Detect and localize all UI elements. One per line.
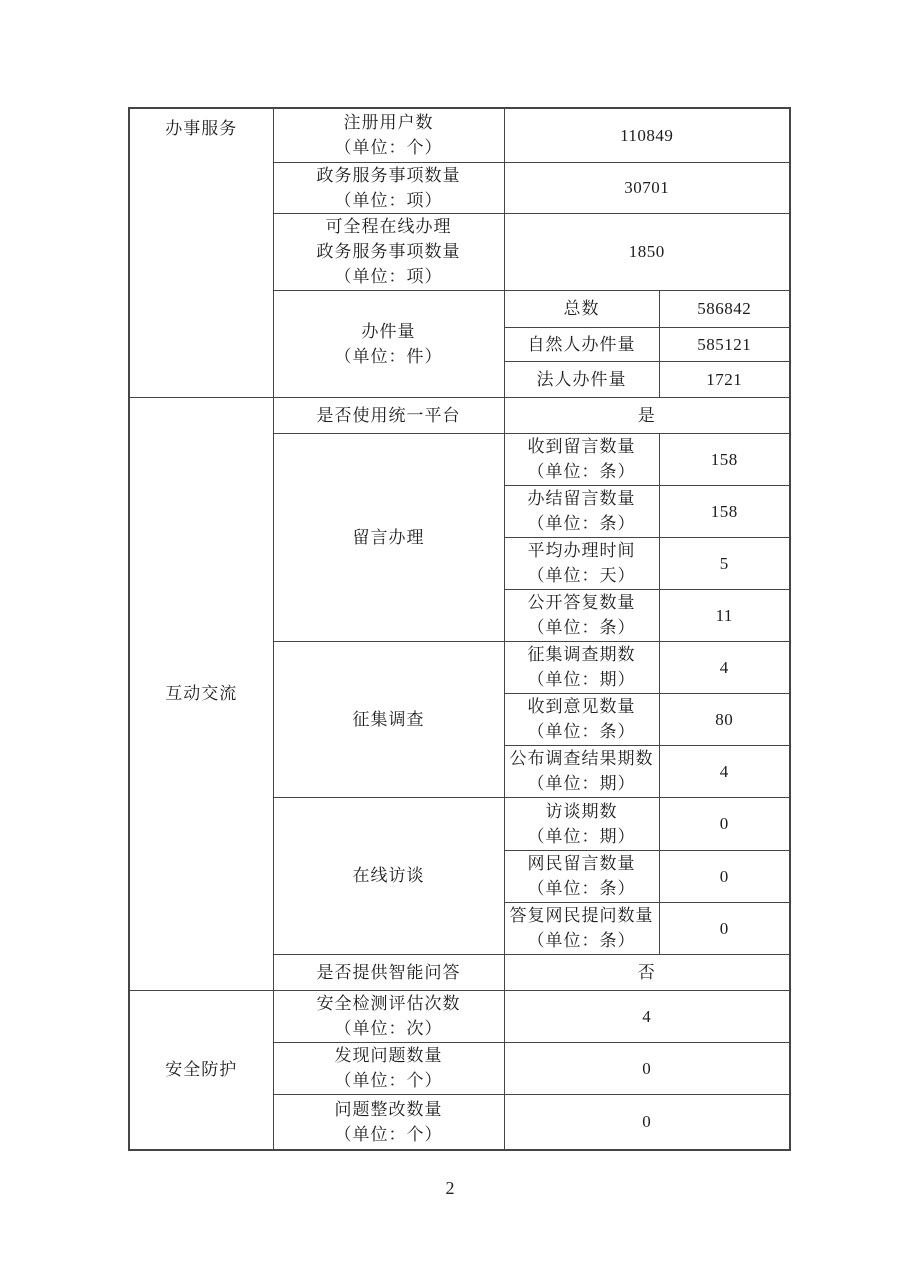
metric-unit: （单位：次）	[334, 1019, 443, 1038]
service-items-label-cell	[273, 162, 504, 213]
category-label-security: 安全防护	[165, 1060, 238, 1080]
messages-received-label-cell	[504, 433, 659, 485]
surveys-periods-label-cell	[504, 641, 659, 693]
metric-unit: （单位：天）	[527, 566, 636, 585]
messages-public-replies-label-cell	[504, 589, 659, 641]
metric-unit: （单位：个）	[334, 138, 443, 158]
surveys-opinions-value-cell: 80	[659, 693, 790, 745]
messages-received-value-cell: 158	[659, 433, 790, 485]
messages-public-replies-value-cell: 11	[659, 589, 790, 641]
online-items-label-cell	[273, 213, 504, 290]
metric-label: 政务服务事项数量	[316, 165, 461, 185]
category-label-interaction: 互动交流	[165, 684, 238, 703]
metric-unit: （单位：期）	[527, 826, 636, 846]
surveys-results-value-cell: 4	[659, 745, 790, 797]
metric-label: 收到留言数量	[527, 437, 636, 456]
interviews-replies-label-cell	[504, 902, 659, 954]
metric-label: 注册用户数	[343, 113, 434, 133]
metric-label: 访谈期数	[545, 801, 618, 821]
metric-unit: （单位：项）	[334, 267, 443, 286]
surveys-opinions-label-cell	[504, 693, 659, 745]
table-row	[129, 108, 790, 162]
interviews-group-label-cell: 在线访谈	[273, 797, 504, 954]
messages-group-label-cell: 留言办理	[273, 433, 504, 641]
problems-fixed-value-cell: 0	[504, 1094, 790, 1150]
category-cell-interaction	[129, 397, 273, 990]
messages-completed-label-cell	[504, 485, 659, 537]
surveys-results-label-cell	[504, 745, 659, 797]
surveys-group-label-cell: 征集调查	[273, 641, 504, 797]
metric-unit: （单位：期）	[527, 774, 636, 793]
government-report-table	[128, 107, 791, 1151]
unified-platform-value-cell: 是	[504, 397, 790, 433]
cases-legal-label-cell: 法人办件量	[504, 361, 659, 397]
metric-label: 办结留言数量	[527, 489, 636, 508]
metric-label: 安全检测评估次数	[316, 994, 461, 1013]
unified-platform-label-cell: 是否使用统一平台	[273, 397, 504, 433]
metric-unit: （单位：条）	[527, 514, 636, 533]
problems-fixed-label-cell	[273, 1094, 504, 1150]
metric-label: 收到意见数量	[527, 697, 636, 716]
assessments-value-cell: 4	[504, 990, 790, 1042]
problems-found-label-cell	[273, 1042, 504, 1094]
cases-natural-value-cell: 585121	[659, 327, 790, 361]
metric-unit: （单位：个）	[334, 1071, 443, 1090]
category-label-service: 办事服务	[165, 119, 238, 138]
metric-unit: （单位：条）	[527, 462, 636, 481]
metric-unit: （单位：条）	[527, 879, 636, 898]
messages-avg-time-value-cell: 5	[659, 537, 790, 589]
metric-label: 政务服务事项数量	[316, 242, 461, 261]
interviews-periods-value-cell: 0	[659, 797, 790, 850]
table-row	[129, 990, 790, 1042]
online-items-value-cell: 1850	[504, 213, 790, 290]
cases-label-cell	[273, 290, 504, 397]
metric-unit: （单位：条）	[527, 722, 636, 741]
metric-label: 办件量	[361, 321, 416, 341]
page-number: 2	[445, 1178, 455, 1198]
messages-avg-time-label-cell	[504, 537, 659, 589]
interviews-replies-value-cell: 0	[659, 902, 790, 954]
metric-unit: （单位：条）	[527, 931, 636, 950]
metric-label: 网民留言数量	[527, 854, 636, 873]
problems-found-value-cell: 0	[504, 1042, 790, 1094]
metric-unit: （单位：期）	[527, 670, 636, 689]
cases-natural-label-cell: 自然人办件量	[504, 327, 659, 361]
assessments-label-cell	[273, 990, 504, 1042]
registered-users-value-cell: 110849	[504, 108, 790, 162]
cases-legal-value-cell: 1721	[659, 361, 790, 397]
metric-label: 发现问题数量	[334, 1046, 443, 1065]
category-cell-service	[129, 108, 273, 397]
smart-qa-value-cell: 否	[504, 954, 790, 990]
metric-unit: （单位：个）	[334, 1124, 443, 1144]
metric-unit: （单位：项）	[334, 190, 443, 210]
messages-completed-value-cell: 158	[659, 485, 790, 537]
metric-label: 平均办理时间	[527, 541, 636, 560]
category-cell-security	[129, 990, 273, 1150]
interviews-periods-label-cell	[504, 797, 659, 850]
cases-total-label-cell: 总数	[504, 290, 659, 327]
metric-unit: （单位：条）	[527, 618, 636, 637]
metric-label: 公布调查结果期数	[509, 749, 654, 768]
interviews-messages-value-cell: 0	[659, 850, 790, 902]
interviews-messages-label-cell	[504, 850, 659, 902]
cases-total-value-cell: 586842	[659, 290, 790, 327]
metric-label: 可全程在线办理	[325, 217, 452, 236]
surveys-periods-value-cell: 4	[659, 641, 790, 693]
metric-label: 答复网民提问数量	[509, 906, 654, 925]
metric-label: 征集调查期数	[527, 645, 636, 664]
table-row	[129, 397, 790, 433]
service-items-value-cell: 30701	[504, 162, 790, 213]
registered-users-label-cell	[273, 108, 504, 162]
smart-qa-label-cell: 是否提供智能问答	[273, 954, 504, 990]
metric-label: 公开答复数量	[527, 593, 636, 612]
metric-label: 问题整改数量	[334, 1099, 443, 1119]
metric-unit: （单位：件）	[334, 346, 443, 366]
